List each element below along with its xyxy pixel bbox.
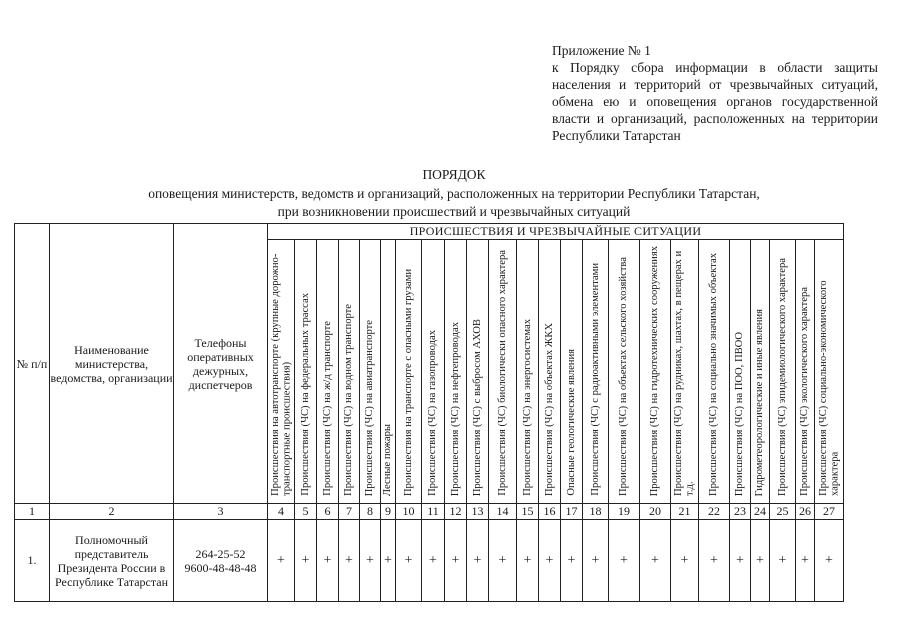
situation-mark: +: [751, 520, 770, 602]
situation-mark: +: [360, 520, 381, 602]
document-title: ПОРЯДОК: [422, 167, 486, 182]
header-situation-4: [339, 240, 360, 504]
column-number: 21: [671, 504, 699, 520]
column-number: 4: [268, 504, 295, 520]
header-number: [15, 224, 50, 504]
column-number: 23: [730, 504, 751, 520]
column-number: 12: [445, 504, 467, 520]
column-number: 5: [295, 504, 317, 520]
situation-mark: +: [339, 520, 360, 602]
header-situation-17: [640, 240, 671, 504]
phone-cell: [174, 520, 268, 602]
column-number: 15: [517, 504, 539, 520]
header-situation-22: [770, 240, 796, 504]
header-organization-label: Наименование министерства, ведомства, организации: [50, 342, 173, 385]
header-situation-24: [815, 240, 844, 504]
header-situation-14: [561, 240, 583, 504]
situation-label: Происшествия (ЧС) эпидемиологического характера: [776, 257, 788, 496]
column-number: 26: [796, 504, 815, 520]
header-phones-label: Телефоны оперативных дежурных, диспетчеров: [187, 335, 254, 392]
document-subtitle-line-1: оповещения министерств, ведомств и организаций, расположенных на территории Республики Татарстан,: [148, 186, 760, 201]
situation-mark: +: [699, 520, 730, 602]
column-number: 27: [815, 504, 844, 520]
situation-label: Происшествия на автотранспорте (крупные дорожно-транспортные происшествия): [269, 253, 292, 496]
header-situation-16: [609, 240, 640, 504]
situation-mark: +: [796, 520, 815, 602]
header-number-label: № п/п: [16, 356, 48, 371]
column-number: 10: [396, 504, 422, 520]
situation-mark: +: [583, 520, 609, 602]
header-situation-2: [295, 240, 317, 504]
situation-label: Гидрометеорологические и иные явления: [754, 308, 766, 496]
column-number: 3: [174, 504, 268, 520]
situation-mark: +: [609, 520, 640, 602]
column-number: 20: [640, 504, 671, 520]
header-situation-5: [360, 240, 381, 504]
situation-label: Происшествия (ЧС) на рудниках, шахтах, в пещерах и т.д.: [673, 250, 696, 496]
document-subtitle-line-2: при возникновении происшествий и чрезвычайных ситуаций: [277, 204, 631, 219]
notification-table: [14, 223, 844, 602]
row-number: 1.: [15, 520, 50, 602]
situation-label: Происшествия (ЧС) на федеральных трассах: [299, 293, 311, 496]
situation-label: Происшествия (ЧС) на гидротехнических сооружениях: [649, 245, 661, 496]
situation-mark: +: [671, 520, 699, 602]
column-number: 16: [539, 504, 561, 520]
header-situation-1: [268, 240, 295, 504]
column-number: 9: [381, 504, 396, 520]
appendix-body: к Порядку сбора информации в области защиты населения и территорий от чрезвычайных ситуаций, обмена ею и оповещения органов государственной власти и организаций, расположенных на территории Республики Татарстан: [552, 60, 878, 143]
header-situation-10: [467, 240, 489, 504]
header-situation-20: [730, 240, 751, 504]
situation-mark: +: [396, 520, 422, 602]
situation-label: Происшествия (ЧС) на социально значимых объектах: [708, 252, 720, 496]
column-number: 7: [339, 504, 360, 520]
header-organization: [50, 224, 174, 504]
column-number: 25: [770, 504, 796, 520]
header-situation-8: [422, 240, 445, 504]
column-number: 17: [561, 504, 583, 520]
column-number: 14: [489, 504, 517, 520]
organization-name: Полномочный представитель Президента России в Республике Татарстан: [50, 520, 174, 602]
header-situation-18: [671, 240, 699, 504]
situation-mark: +: [489, 520, 517, 602]
header-situation-9: [445, 240, 467, 504]
situation-label: Лесные пожары: [382, 423, 394, 496]
phone-secondary: 9600-48-48-48: [184, 560, 257, 575]
situation-mark: +: [317, 520, 339, 602]
column-number: 22: [699, 504, 730, 520]
situation-mark: +: [815, 520, 844, 602]
situation-label: Опасные геологические явления: [565, 349, 577, 496]
header-phones: [174, 224, 268, 504]
situation-mark: +: [640, 520, 671, 602]
situation-label: Происшествия (ЧС) биологически опасного характера: [496, 250, 508, 496]
header-situation-7: [396, 240, 422, 504]
appendix-block: [552, 42, 878, 144]
situation-mark: +: [422, 520, 445, 602]
header-situation-3: [317, 240, 339, 504]
situation-mark: +: [295, 520, 317, 602]
situation-label: Происшествия (ЧС) на газопроводах: [427, 330, 439, 496]
header-situation-21: [751, 240, 770, 504]
situation-mark: +: [517, 520, 539, 602]
situation-label: Происшествия (ЧС) на объектах сельского хозяйства: [618, 256, 630, 496]
situation-mark: +: [268, 520, 295, 602]
header-situation-15: [583, 240, 609, 504]
situation-label: Происшествия (ЧС) с радиоактивными элементами: [589, 263, 601, 496]
header-situation-13: [539, 240, 561, 504]
column-number: 11: [422, 504, 445, 520]
header-situations-group: ПРОИСШЕСТВИЯ И ЧРЕЗВЫЧАЙНЫЕ СИТУАЦИИ: [268, 224, 844, 240]
appendix-title: Приложение № 1: [552, 43, 651, 58]
situation-mark: +: [730, 520, 751, 602]
situation-label: Происшествия (ЧС) на нефтепроводах: [449, 321, 461, 496]
situation-mark: +: [770, 520, 796, 602]
situation-mark: +: [445, 520, 467, 602]
header-situation-23: [796, 240, 815, 504]
situation-label: Происшествия (ЧС) на ПОО, ПВОО: [734, 331, 746, 496]
situation-label: Происшествия (ЧС) на энергосистемах: [521, 319, 533, 496]
column-number: 19: [609, 504, 640, 520]
situation-label: Происшествия (ЧС) на водном транспорте: [343, 304, 355, 496]
column-number: 2: [50, 504, 174, 520]
situation-label: Происшествия (ЧС) экологического характера: [799, 287, 811, 496]
column-number: 8: [360, 504, 381, 520]
situation-label: Происшествия (ЧС) на ж/д транспорте: [321, 321, 333, 496]
header-situation-6: [381, 240, 396, 504]
phone-primary: 264-25-52: [195, 546, 246, 561]
header-situation-12: [517, 240, 539, 504]
column-number: 13: [467, 504, 489, 520]
situation-mark: +: [467, 520, 489, 602]
table-row: [15, 520, 844, 602]
column-number: 1: [15, 504, 50, 520]
column-number: 24: [751, 504, 770, 520]
situation-mark: +: [381, 520, 396, 602]
situation-mark: +: [561, 520, 583, 602]
situation-mark: +: [539, 520, 561, 602]
situation-label: Происшествия (ЧС) на авиатранспорте: [364, 319, 376, 496]
situation-label: Происшествия (ЧС) с выбросом АХОВ: [471, 318, 483, 496]
situation-label: Происшествия (ЧС) на объектах ЖКХ: [543, 322, 555, 496]
situation-label: Происшествия (ЧС) социально-экономического характера: [817, 280, 840, 496]
column-number: 6: [317, 504, 339, 520]
situation-label: Происшествия на транспорте с опасными грузами: [402, 268, 414, 496]
column-number: 18: [583, 504, 609, 520]
header-situation-11: [489, 240, 517, 504]
header-situation-19: [699, 240, 730, 504]
